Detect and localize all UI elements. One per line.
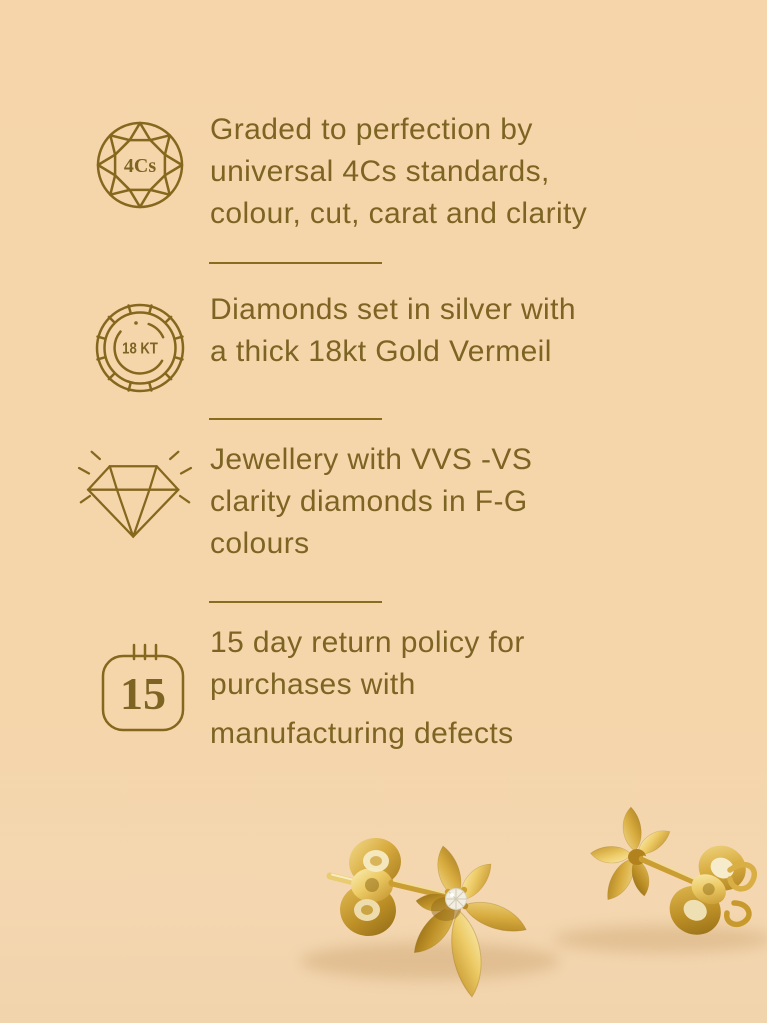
feature-grading-text — [210, 109, 587, 235]
feature-clarity-text — [210, 439, 532, 565]
icon-label-15: 15 — [120, 668, 166, 719]
feature-text-line: universal 4Cs standards, — [210, 155, 550, 188]
feature-text-line: Jewellery with VVS -VS — [210, 443, 533, 476]
section-divider — [209, 262, 382, 264]
right-earring-shadow — [553, 925, 767, 953]
section-divider — [209, 418, 382, 420]
diamond-4cs-icon — [94, 119, 186, 211]
feature-text-line: manufacturing defects — [210, 717, 514, 750]
calendar-15-icon — [98, 640, 188, 734]
feature-metal-text — [210, 289, 576, 373]
feature-text-line: clarity diamonds in F-G — [210, 485, 528, 518]
right-flower — [590, 807, 674, 905]
feature-text-line: a thick 18kt Gold Vermeil — [210, 335, 552, 368]
right-earring — [590, 807, 754, 945]
sparkling-diamond-icon — [76, 450, 194, 542]
product-photo-gold-flower-stud-earrings — [0, 733, 767, 1023]
feature-text-line: colours — [210, 527, 310, 560]
feature-text-line: purchases with — [210, 668, 416, 701]
feature-text-line: Diamonds set in silver with — [210, 293, 576, 326]
feature-text-line: Graded to perfection by — [210, 113, 533, 146]
feature-text-line: 15 day return policy for — [210, 626, 525, 659]
clutch-wire-curl — [727, 903, 749, 924]
diamond-centre — [446, 889, 467, 910]
feature-text-line: colour, cut, carat and clarity — [210, 197, 588, 230]
icon-label-18kt: 18 KT — [122, 340, 158, 358]
icon-label-4cs: 4Cs — [123, 155, 157, 177]
coin-18kt-icon — [93, 301, 187, 395]
section-divider — [209, 601, 382, 603]
